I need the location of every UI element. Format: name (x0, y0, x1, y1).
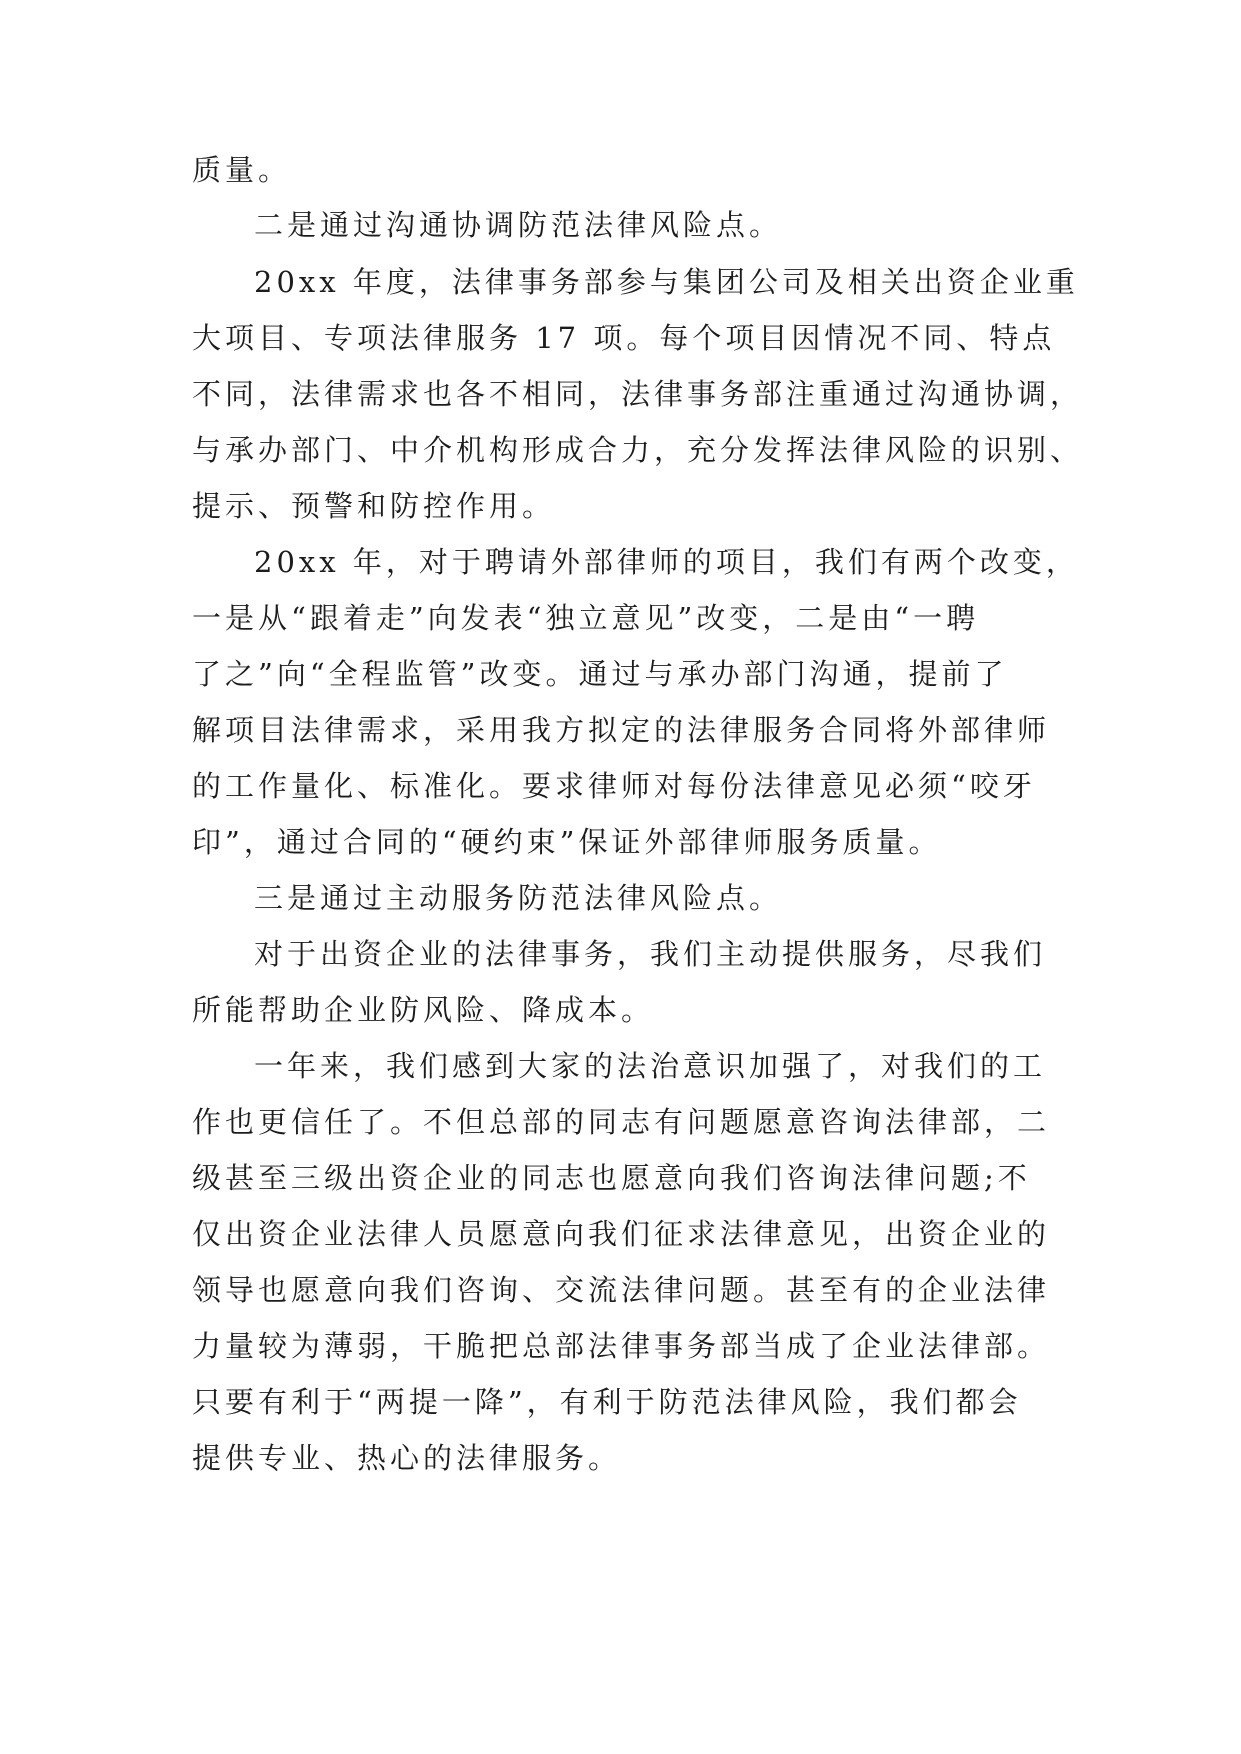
text-line: 级甚至三级出资企业的同志也愿意向我们咨询法律问题;不 (192, 1161, 1031, 1195)
section-heading: 二是通过沟通协调防范法律风险点。 (254, 208, 783, 242)
text-line: 20xx 年，对于聘请外部律师的项目，我们有两个改变， (254, 545, 1079, 579)
text-line: 印”，通过合同的“硬约束”保证外部律师服务质量。 (192, 825, 942, 859)
text-line: 解项目法律需求，采用我方拟定的法律服务合同将外部律师 (192, 713, 1051, 747)
text-line: 大项目、专项法律服务 17 项。每个项目因情况不同、特点 (192, 321, 1056, 355)
text-line: 仅出资企业法律人员愿意向我们征求法律意见，出资企业的 (192, 1217, 1051, 1251)
text-line: 力量较为薄弱，干脆把总部法律事务部当成了企业法律部。 (192, 1329, 1051, 1363)
text-line: 20xx 年度，法律事务部参与集团公司及相关出资企业重 (254, 265, 1079, 299)
text-line: 作也更信任了。不但总部的同志有问题愿意咨询法律部，二 (192, 1105, 1051, 1139)
section-heading: 三是通过主动服务防范法律风险点。 (254, 881, 783, 915)
text-line: 只要有利于“两提一降”，有利于防范法律风险，我们都会 (192, 1385, 1022, 1419)
text-line: 了之”向“全程监管”改变。通过与承办部门沟通，提前了 (192, 657, 1008, 691)
text-line: 与承办部门、中介机构形成合力，充分发挥法律风险的识别、 (192, 433, 1084, 467)
text-line: 不同，法律需求也各不相同，法律事务部注重通过沟通协调， (192, 377, 1084, 411)
text-line: 的工作量化、标准化。要求律师对每份法律意见必须“咬牙 (192, 769, 1036, 803)
text-line: 所能帮助企业防风险、降成本。 (192, 993, 655, 1027)
text-line: 一是从“跟着走”向发表“独立意见”改变，二是由“一聘 (192, 601, 980, 635)
text-line: 提供专业、热心的法律服务。 (192, 1441, 622, 1475)
text-line: 提示、预警和防控作用。 (192, 489, 556, 523)
text-line: 对于出资企业的法律事务，我们主动提供服务，尽我们 (254, 937, 1047, 971)
text-line: 领导也愿意向我们咨询、交流法律问题。甚至有的企业法律 (192, 1273, 1051, 1307)
text-line: 一年来，我们感到大家的法治意识加强了，对我们的工 (254, 1049, 1047, 1083)
text-line: 质量。 (192, 153, 292, 187)
